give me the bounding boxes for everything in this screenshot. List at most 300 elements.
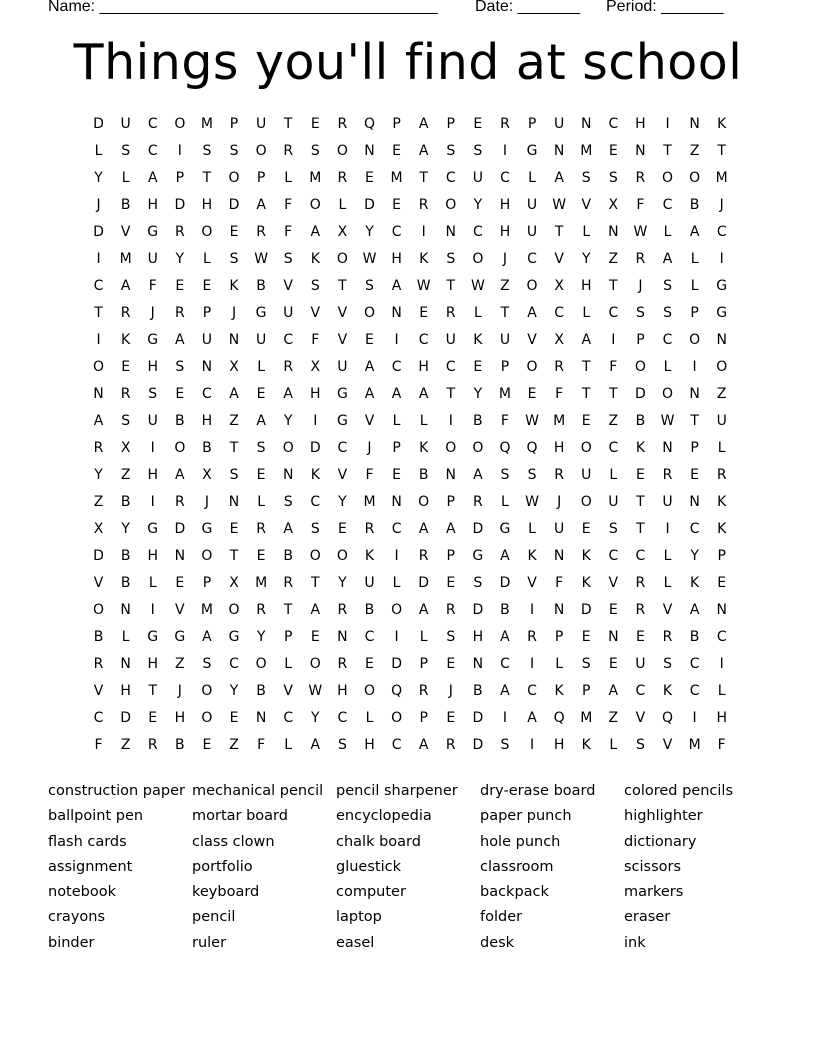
grid-letter: S bbox=[229, 143, 239, 159]
grid-letter: U bbox=[255, 116, 267, 132]
grid-letter: C bbox=[500, 656, 510, 672]
grid-letter: O bbox=[526, 359, 538, 375]
grid-letter: F bbox=[555, 386, 564, 402]
grid-letter: D bbox=[93, 116, 104, 132]
grid-letter: J bbox=[231, 305, 237, 321]
grid-letter: E bbox=[608, 656, 618, 672]
grid-letter: C bbox=[527, 251, 537, 267]
grid-letter: B bbox=[175, 737, 185, 753]
grid-letter: F bbox=[148, 278, 157, 294]
grid-letter: O bbox=[93, 602, 105, 618]
page-title: Things you'll find at school bbox=[73, 34, 743, 91]
grid-letter: O bbox=[363, 683, 375, 699]
grid-letter: O bbox=[580, 440, 592, 456]
grid-letter: C bbox=[689, 656, 700, 672]
grid-letter: A bbox=[202, 629, 212, 645]
grid-letter: D bbox=[174, 521, 186, 537]
grid-letter: A bbox=[175, 332, 185, 348]
grid-letter: I bbox=[529, 602, 535, 618]
grid-letter: S bbox=[310, 521, 320, 537]
grid-letter: X bbox=[93, 521, 104, 537]
grid-letter: O bbox=[282, 440, 294, 456]
grid-letter: R bbox=[635, 575, 646, 591]
grid-letter: D bbox=[418, 575, 430, 591]
grid-letter: D bbox=[309, 440, 321, 456]
grid-letter: S bbox=[635, 737, 645, 753]
grid-letter: K bbox=[662, 683, 673, 699]
grid-letter: J bbox=[719, 197, 724, 213]
grid-letter: A bbox=[418, 521, 429, 537]
grid-letter: L bbox=[121, 629, 130, 645]
grid-letter: G bbox=[336, 413, 348, 429]
grid-letter: E bbox=[392, 467, 401, 483]
grid-letter: T bbox=[636, 521, 645, 537]
grid-letter: V bbox=[175, 602, 185, 618]
grid-letter: A bbox=[120, 278, 131, 294]
grid-letter: H bbox=[418, 359, 429, 375]
grid-letter: C bbox=[283, 710, 294, 726]
grid-letter: E bbox=[365, 656, 374, 672]
grid-letter: T bbox=[609, 278, 618, 294]
grid-row bbox=[85, 276, 735, 303]
grid-letter: S bbox=[365, 278, 374, 294]
word-list-item: pencil bbox=[192, 909, 236, 926]
grid-row bbox=[85, 681, 735, 708]
grid-letter: O bbox=[201, 224, 213, 240]
grid-letter: H bbox=[174, 710, 186, 726]
grid-letter: A bbox=[527, 710, 537, 726]
grid-letter: C bbox=[445, 359, 456, 375]
grid-letter: Z bbox=[120, 467, 131, 483]
grid-letter: S bbox=[663, 278, 672, 294]
word-column bbox=[336, 779, 480, 956]
grid-letter: V bbox=[337, 467, 348, 483]
grid-letter: G bbox=[716, 305, 728, 321]
word-list-item: mechanical pencil bbox=[192, 783, 324, 799]
grid-letter: W bbox=[552, 197, 567, 213]
grid-letter: V bbox=[120, 224, 131, 240]
grid-letter: I bbox=[502, 710, 508, 726]
grid-letter: Q bbox=[363, 116, 375, 132]
grid-letter: K bbox=[635, 440, 646, 456]
grid-letter: C bbox=[310, 494, 321, 510]
grid-letter: G bbox=[526, 143, 538, 159]
grid-letter: P bbox=[202, 305, 212, 321]
grid-letter: N bbox=[255, 710, 267, 726]
grid-letter: N bbox=[553, 602, 565, 618]
grid-letter: O bbox=[689, 332, 701, 348]
grid-row bbox=[85, 303, 735, 330]
grid-row bbox=[85, 411, 735, 438]
grid-letter: R bbox=[283, 575, 294, 591]
grid-letter: S bbox=[202, 143, 212, 159]
grid-row bbox=[85, 141, 735, 168]
grid-letter: Y bbox=[94, 467, 103, 483]
grid-letter: L bbox=[690, 251, 699, 267]
grid-letter: C bbox=[716, 224, 727, 240]
grid-letter: G bbox=[147, 332, 159, 348]
grid-letter: T bbox=[202, 170, 212, 186]
grid-letter: O bbox=[309, 656, 321, 672]
word-list-item: highlighter bbox=[624, 808, 703, 825]
grid-letter: I bbox=[692, 359, 697, 375]
grid-row bbox=[85, 195, 735, 222]
grid-letter: C bbox=[202, 386, 212, 402]
grid-letter: G bbox=[228, 629, 240, 645]
grid-letter: V bbox=[662, 737, 673, 753]
grid-letter: H bbox=[201, 197, 213, 213]
grid-letter: L bbox=[284, 170, 293, 186]
grid-letter: L bbox=[663, 575, 672, 591]
grid-letter: I bbox=[719, 656, 724, 672]
word-list-item: folder bbox=[480, 909, 523, 926]
grid-letter: U bbox=[499, 332, 511, 348]
grid-letter: O bbox=[336, 251, 348, 267]
word-list-item: flash cards bbox=[48, 833, 127, 850]
grid-letter: N bbox=[228, 332, 240, 348]
grid-letter: O bbox=[255, 143, 267, 159]
grid-letter: P bbox=[582, 683, 591, 699]
grid-letter: P bbox=[446, 116, 455, 132]
grid-letter: A bbox=[689, 224, 700, 240]
grid-letter: D bbox=[174, 197, 186, 213]
grid-letter: K bbox=[364, 548, 375, 564]
grid-letter: L bbox=[582, 224, 591, 240]
grid-letter: F bbox=[636, 197, 645, 213]
grid-letter: H bbox=[553, 737, 565, 753]
grid-letter: H bbox=[499, 224, 511, 240]
grid-letter: Z bbox=[608, 251, 619, 267]
grid-letter: H bbox=[472, 629, 484, 645]
grid-letter: R bbox=[120, 386, 131, 402]
grid-letter: U bbox=[526, 224, 538, 240]
grid-letter: J bbox=[502, 251, 508, 267]
grid-letter: C bbox=[391, 224, 402, 240]
grid-letter: H bbox=[147, 548, 158, 564]
grid-letter: Y bbox=[94, 170, 103, 186]
grid-letter: T bbox=[94, 305, 103, 321]
grid-letter: B bbox=[93, 629, 104, 645]
grid-letter: L bbox=[419, 413, 428, 429]
grid-letter: N bbox=[716, 332, 727, 348]
grid-letter: V bbox=[93, 683, 104, 699]
period-field: Period: _______ bbox=[606, 0, 724, 15]
grid-letter: T bbox=[717, 143, 726, 159]
grid-letter: L bbox=[663, 359, 672, 375]
grid-letter: T bbox=[636, 494, 645, 510]
grid-letter: L bbox=[609, 467, 618, 483]
grid-letter: O bbox=[662, 170, 674, 186]
grid-letter: L bbox=[663, 224, 672, 240]
grid-letter: G bbox=[472, 548, 484, 564]
grid-letter: L bbox=[717, 440, 726, 456]
grid-letter: W bbox=[470, 278, 485, 294]
grid-letter: Q bbox=[662, 710, 674, 726]
grid-letter: S bbox=[121, 413, 131, 429]
grid-letter: N bbox=[120, 656, 131, 672]
grid-letter: L bbox=[284, 656, 293, 672]
word-column bbox=[624, 779, 768, 956]
grid-letter: R bbox=[418, 548, 429, 564]
word-column bbox=[48, 779, 192, 956]
grid-letter: A bbox=[147, 170, 158, 186]
grid-letter: T bbox=[581, 359, 591, 375]
grid-letter: T bbox=[311, 575, 320, 591]
grid-letter: E bbox=[337, 521, 347, 537]
grid-letter: L bbox=[284, 737, 293, 753]
grid-letter: N bbox=[282, 467, 294, 483]
grid-letter: L bbox=[338, 197, 347, 213]
grid-letter: G bbox=[499, 521, 511, 537]
grid-letter: K bbox=[581, 548, 591, 564]
grid-letter: B bbox=[256, 683, 266, 699]
grid-letter: H bbox=[553, 440, 565, 456]
grid-letter: S bbox=[663, 305, 672, 321]
grid-letter: J bbox=[638, 278, 643, 294]
grid-letter: X bbox=[202, 467, 212, 483]
grid-letter: N bbox=[716, 602, 727, 618]
grid-letter: E bbox=[392, 197, 401, 213]
grid-letter: T bbox=[581, 386, 591, 402]
grid-letter: T bbox=[419, 170, 428, 186]
grid-row bbox=[85, 384, 735, 411]
grid-letter: C bbox=[229, 656, 239, 672]
grid-letter: R bbox=[418, 683, 429, 699]
word-list-item: easel bbox=[336, 934, 375, 951]
grid-letter: A bbox=[500, 548, 510, 564]
grid-letter: E bbox=[446, 656, 456, 672]
grid-letter: G bbox=[147, 629, 159, 645]
grid-letter: O bbox=[716, 359, 728, 375]
word-list-item: assignment bbox=[48, 858, 133, 875]
grid-letter: W bbox=[416, 278, 431, 294]
grid-letter: C bbox=[147, 116, 158, 132]
grid-letter: Y bbox=[581, 251, 591, 267]
grid-letter: N bbox=[391, 494, 402, 510]
grid-letter: Y bbox=[690, 548, 699, 564]
grid-letter: N bbox=[337, 629, 348, 645]
word-list-item: binder bbox=[48, 934, 95, 951]
grid-letter: L bbox=[473, 305, 482, 321]
grid-letter: S bbox=[283, 494, 293, 510]
word-list-item: laptop bbox=[336, 909, 382, 926]
grid-letter: E bbox=[175, 575, 185, 591]
grid-letter: E bbox=[581, 521, 591, 537]
grid-letter: T bbox=[148, 683, 158, 699]
grid-letter: C bbox=[662, 197, 673, 213]
grid-row bbox=[85, 600, 735, 627]
grid-letter: O bbox=[472, 251, 484, 267]
grid-letter: U bbox=[581, 467, 592, 483]
grid-letter: O bbox=[336, 548, 348, 564]
grid-letter: T bbox=[500, 305, 510, 321]
grid-letter: D bbox=[93, 224, 104, 240]
grid-letter: A bbox=[310, 602, 321, 618]
word-list-item: pencil sharpener bbox=[336, 783, 458, 799]
grid-letter: R bbox=[635, 251, 646, 267]
grid-letter: C bbox=[608, 440, 619, 456]
grid-letter: N bbox=[553, 143, 565, 159]
grid-letter: G bbox=[201, 521, 213, 537]
grid-letter: Q bbox=[499, 440, 511, 456]
grid-letter: P bbox=[419, 710, 428, 726]
grid-letter: Q bbox=[553, 710, 565, 726]
grid-letter: Y bbox=[229, 683, 239, 699]
grid-letter: A bbox=[581, 332, 592, 348]
grid-letter: E bbox=[256, 386, 266, 402]
grid-letter: A bbox=[527, 305, 537, 321]
grid-letter: R bbox=[662, 629, 673, 645]
grid-letter: O bbox=[391, 602, 403, 618]
grid-letter: A bbox=[689, 602, 700, 618]
grid-letter: B bbox=[689, 197, 700, 213]
grid-letter: V bbox=[527, 575, 537, 591]
grid-row bbox=[85, 249, 735, 276]
grid-row bbox=[85, 519, 735, 546]
grid-letter: N bbox=[608, 629, 619, 645]
grid-row bbox=[85, 573, 735, 600]
grid-letter: O bbox=[445, 440, 457, 456]
grid-letter: S bbox=[175, 359, 185, 375]
grid-letter: X bbox=[337, 224, 348, 240]
grid-letter: E bbox=[365, 170, 374, 186]
grid-letter: K bbox=[473, 332, 483, 348]
grid-letter: H bbox=[147, 656, 158, 672]
word-list-item: hole punch bbox=[480, 833, 561, 850]
grid-letter: D bbox=[472, 521, 484, 537]
student-info-header bbox=[48, 0, 748, 20]
grid-letter: C bbox=[472, 224, 483, 240]
name-field: Name: ______________________________________ bbox=[48, 0, 438, 15]
grid-letter: I bbox=[665, 521, 670, 537]
grid-letter: Q bbox=[526, 440, 538, 456]
grid-letter: S bbox=[446, 143, 456, 159]
grid-letter: A bbox=[500, 683, 510, 699]
grid-letter: C bbox=[445, 170, 456, 186]
grid-letter: D bbox=[580, 602, 592, 618]
grid-letter: F bbox=[284, 197, 293, 213]
grid-letter: M bbox=[255, 575, 268, 591]
grid-letter: Z bbox=[175, 656, 185, 672]
grid-letter: R bbox=[174, 305, 185, 321]
grid-letter: J bbox=[150, 305, 155, 321]
grid-letter: E bbox=[202, 278, 212, 294]
grid-letter: Z bbox=[689, 143, 700, 159]
word-list-item: colored pencils bbox=[624, 783, 734, 799]
grid-letter: R bbox=[472, 494, 483, 510]
grid-letter: E bbox=[608, 602, 618, 618]
grid-letter: H bbox=[364, 737, 375, 753]
grid-letter: Z bbox=[608, 710, 619, 726]
grid-letter: B bbox=[689, 629, 700, 645]
grid-letter: U bbox=[364, 575, 375, 591]
grid-letter: L bbox=[203, 251, 211, 267]
grid-letter: O bbox=[472, 440, 484, 456]
grid-letter: U bbox=[635, 656, 646, 672]
grid-letter: B bbox=[120, 548, 131, 564]
grid-letter: X bbox=[120, 440, 131, 456]
grid-letter: Z bbox=[716, 386, 727, 402]
grid-letter: P bbox=[446, 548, 455, 564]
grid-letter: R bbox=[283, 359, 294, 375]
grid-letter: C bbox=[662, 332, 673, 348]
grid-letter: E bbox=[175, 278, 185, 294]
grid-letter: I bbox=[502, 143, 508, 159]
grid-letter: B bbox=[364, 602, 375, 618]
grid-letter: F bbox=[500, 413, 509, 429]
grid-letter: E bbox=[473, 359, 483, 375]
grid-letter: A bbox=[310, 737, 321, 753]
grid-letter: M bbox=[498, 386, 511, 402]
grid-letter: K bbox=[527, 548, 537, 564]
grid-letter: P bbox=[717, 548, 726, 564]
grid-letter: U bbox=[147, 413, 158, 429]
grid-letter: A bbox=[175, 467, 185, 483]
grid-letter: U bbox=[526, 197, 538, 213]
grid-letter: M bbox=[688, 737, 701, 753]
grid-letter: S bbox=[446, 251, 456, 267]
word-list bbox=[48, 779, 768, 956]
grid-letter: C bbox=[635, 548, 646, 564]
grid-letter: P bbox=[419, 656, 428, 672]
grid-letter: C bbox=[608, 116, 619, 132]
grid-letter: W bbox=[254, 251, 269, 267]
word-list-item: ink bbox=[624, 934, 646, 951]
grid-letter: C bbox=[418, 332, 429, 348]
grid-letter: I bbox=[692, 710, 697, 726]
grid-letter: S bbox=[608, 170, 618, 186]
grid-letter: W bbox=[633, 224, 648, 240]
grid-letter: P bbox=[175, 170, 185, 186]
grid-letter: P bbox=[554, 629, 564, 645]
grid-letter: O bbox=[201, 548, 213, 564]
grid-letter: P bbox=[392, 440, 401, 456]
grid-letter: L bbox=[257, 494, 266, 510]
grid-letter: M bbox=[363, 494, 376, 510]
grid-letter: E bbox=[256, 467, 266, 483]
grid-letter: O bbox=[174, 116, 186, 132]
grid-letter: L bbox=[528, 521, 536, 537]
grid-letter: T bbox=[554, 224, 564, 240]
word-list-item: portfolio bbox=[192, 858, 253, 875]
grid-letter: K bbox=[310, 251, 320, 267]
word-list-item: keyboard bbox=[192, 884, 260, 901]
grid-letter: S bbox=[310, 143, 320, 159]
grid-letter: P bbox=[256, 170, 266, 186]
grid-letter: J bbox=[204, 494, 209, 510]
grid-letter: B bbox=[175, 413, 185, 429]
grid-letter: E bbox=[446, 710, 456, 726]
grid-letter: K bbox=[717, 521, 727, 537]
grid-letter: M bbox=[715, 170, 728, 186]
word-list-item: gluestick bbox=[336, 858, 401, 875]
word-list-item: chalk board bbox=[336, 833, 421, 850]
grid-letter: J bbox=[177, 683, 182, 699]
grid-letter: I bbox=[665, 116, 670, 132]
grid-letter: I bbox=[150, 440, 155, 456]
grid-letter: B bbox=[120, 575, 131, 591]
grid-letter: J bbox=[557, 494, 562, 510]
word-list-item: classroom bbox=[480, 858, 554, 875]
grid-letter: F bbox=[717, 737, 726, 753]
word-search-grid bbox=[85, 114, 735, 762]
grid-letter: C bbox=[689, 683, 700, 699]
grid-letter: Y bbox=[175, 251, 185, 267]
grid-letter: N bbox=[689, 116, 700, 132]
grid-letter: L bbox=[392, 575, 401, 591]
grid-letter: O bbox=[662, 386, 674, 402]
grid-letter: U bbox=[554, 521, 565, 537]
